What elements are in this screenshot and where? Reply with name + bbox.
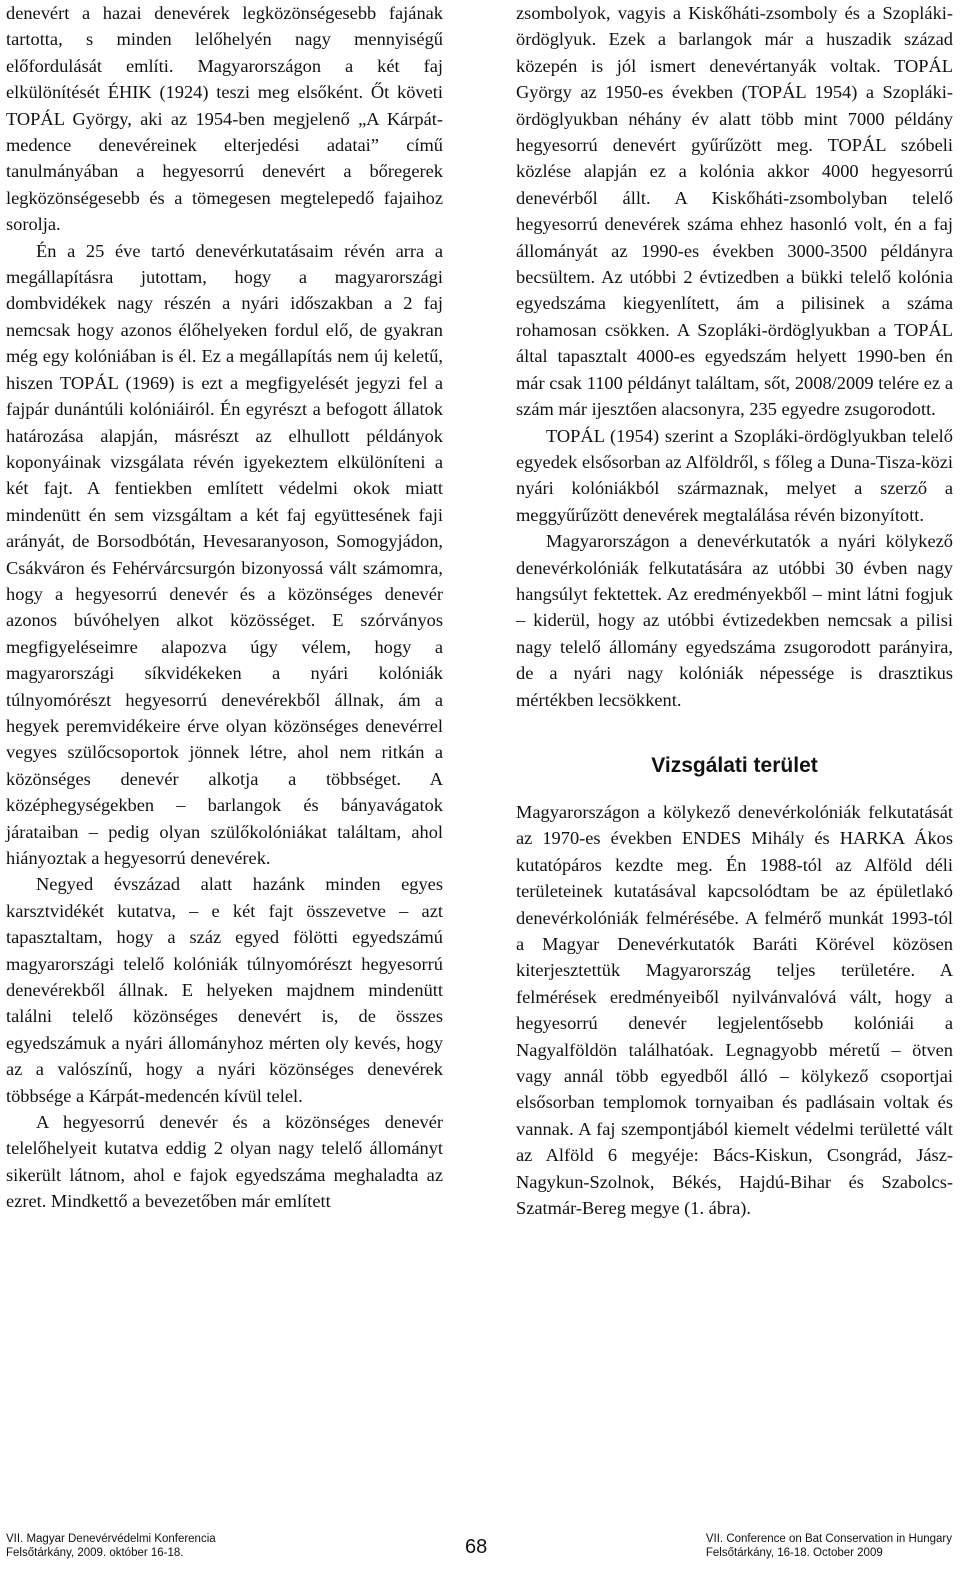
footer-date-hu: Felsőtárkány, 2009. október 16-18.: [6, 1547, 184, 1559]
page-footer: [0, 1532, 960, 1573]
paragraph: denevért a hazai denevérek legközönségesebb fajának tartotta, s minden lelőhelyén nagy mennyiségű előfordulását említi. Magyarországon a két faj elkülönítését ÉHIK (1924) teszi meg elsőként. Őt követi TOPÁL György, aki az 1954-ben megjelenő „A Kárpát-medence denevéreinek elterjedési adatai” című tanulmányában a hegyesorrú denevért a bőregerek legközönségesebb és a tömegesen megtelepedő fajaihoz sorolja.: [6, 3, 443, 235]
right-column: [516, 0, 953, 1221]
paragraph: A hegyesorrú denevér és a közönséges denevér telelőhelyeit kutatva eddig 2 olyan nagy telelő állományt sikerült látnom, ahol e fajok egyedszáma meghaladta az ezret. Mindkettő a bevezetőben már említett: [6, 1112, 443, 1212]
paragraph: Magyarországon a denevérkutatók a nyári kölykező denevérkolóniák felkutatására az utóbbi 30 évben nagy hangsúlyt fektettek. Az eredményekből – mint látni fogjuk – kiderül, hogy az utóbbi évtizedekben nemcsak a pilisi nagy telelő állomány egyedszáma zsugorodott parányira, de a nyári nagy kolóniák népessége is drasztikus mértékben lecsökkent.: [516, 531, 953, 710]
section-heading: Vizsgálati terület: [651, 753, 818, 777]
footer-right: [706, 1532, 952, 1560]
footer-conference-en: VII. Conference on Bat Conservation in Hungary: [705, 1533, 952, 1545]
paragraph: Én a 25 éve tartó denevérkutatásaim révén arra a megállapításra jutottam, hogy a magyarországi dombvidékek nagy részén a nyári időszakban a 2 faj nemcsak hogy azonos élőhelyeken fordul elő, de gyakran még egy kolóniában is él. Ez a megállapítás nem új keletű, hiszen TOPÁL (1969) is ezt a megfigyelését jegyzi fel a fajpár dunántúli kolóniáiról. Én egyrészt a befogott állatok határozása alapján, másrészt az elhullott példányok koponyáinak vizsgálata révén igyekeztem elkülöníteni a két fajt. A fentiekben említett védelmi okok miatt mindenütt én sem vizsgáltam a két faj együttesének faji arányát, de Borsodbótán, Hevesaranyoson, Somogyjádon, Csákváron és Fehérvárcsurgón bizonyossá vált számomra, hogy a hegyesorrú denevér és a közönséges denevér azonos búvóhelyen alkot közösséget. E szórványos megfigyeléseimre alapozva úgy vélem, hogy a magyarországi síkvidékeken a nyári kolóniák túlnyomórészt hegyesorrú denevérekből állnak, ám a hegyek peremvidékeire érve olyan közönséges denevérrel vegyes szülőcsoportok jönnek létre, ahol nem ritkán a közönséges denevér alkotja a többséget. A középhegységekben – barlangok és bányavágatok járataiban – pedig olyan szülőkolóniákat találtam, ahol hiányoztak a hegyesorrú denevérek.: [6, 240, 443, 868]
footer-date-en: Felsőtárkány, 16-18. October 2009: [705, 1547, 883, 1559]
paragraph: zsombolyok, vagyis a Kiskőháti-zsomboly és a Szopláki-ördöglyuk. Ezek a barlangok már a huszadik század közepén is jól ismert denevértanyák voltak. TOPÁL György az 1950-es években (TOPÁL 1954) a Szopláki-ördöglyukban néhány év alatt több mint 7000 példány hegyesorrú denevért gyűrűzött meg. TOPÁL szóbeli közlése alapján ez a kolónia akkor 4000 hegyesorrú denevérből állt. A Kiskőháti-zsombolyban telelő hegyesorrú denevérek száma ehhez hasonló volt, én a faj állományát az 1990-es években 3000-3500 példányra becsültem. Az utóbbi 2 évtizedben a bükki telelő kolónia egyedszáma kiegyenlített, ám a pilisinek a száma rohamosan csökken. A Szopláki-ördöglyukban a TOPÁL által tapasztalt 4000-es egyedszám helyett 1990-ben én már csak 1100 példányt találtam, sőt, 2008/2009 telére ez a szám már ijesztően alacsonyra, 235 egyedre zsugorodott.: [516, 3, 953, 420]
page-number: 68: [465, 1536, 488, 1558]
footer-left: [6, 1532, 216, 1560]
paragraph: TOPÁL (1954) szerint a Szopláki-ördöglyukban telelő egyedek elsősorban az Alföldről, s főleg a Duna-Tisza-közi nyári kolóniákból származnak, melyet a szerző a meggyűrűzött denevérek megtalálása révén bizonyított.: [516, 425, 953, 525]
paragraph: Magyarországon a kölykező denevérkolóniák felkutatását az 1970-es években ENDES Mihály és HARKA Ákos kutatópáros kezdte meg. Én 1988-tól az Alföld déli területeinek kutatásával kapcsolódtam be az épületlakó denevérkolóniák felmérésébe. A felmérő munkát 1993-tól a Magyar Denevérkutatók Baráti Körével közösen kiterjesztettük Magyarország teljes területére. A felmérések eredményeiből nyilvánvalóvá vált, hogy a hegyesorrú denevér legjelentősebb kolóniái a Nagyalföldön találhatóak. Legnagyobb méretű – ötven vagy annál több egyedből álló – kölykező csoportjai elsősorban templomok tornyaiban és padlásain voltak és vannak. A faj szempontjából kiemelt védelmi területté vált az Alföld 6 megyéje: Bács-Kiskun, Csongrád, Jász-Nagykun-Szolnok, Békés, Hajdú-Bihar és Szabolcs-Szatmár-Bereg megye (1. ábra).: [516, 801, 953, 1219]
left-column: [6, 0, 443, 1215]
paragraph: Negyed évszázad alatt hazánk minden egyes karsztvidékét kutatva, – e két fajt összevetve – azt tapasztaltam, hogy a száz egyed fölötti egyedszámú magyarországi telelő kolóniák túlnyomórészt hegyesorrú denevérekből állnak. E helyeken majdnem mindenütt találni telelő közönséges denevért is, de összes egyedszámuk a nyári állományhoz mérten oly kevés, hogy az a valószínű, hogy a nyári közönséges denevérek többsége a Kárpát-medencén kívül telel.: [6, 874, 443, 1106]
footer-conference-hu: VII. Magyar Denevérvédelmi Konferencia: [6, 1533, 216, 1545]
